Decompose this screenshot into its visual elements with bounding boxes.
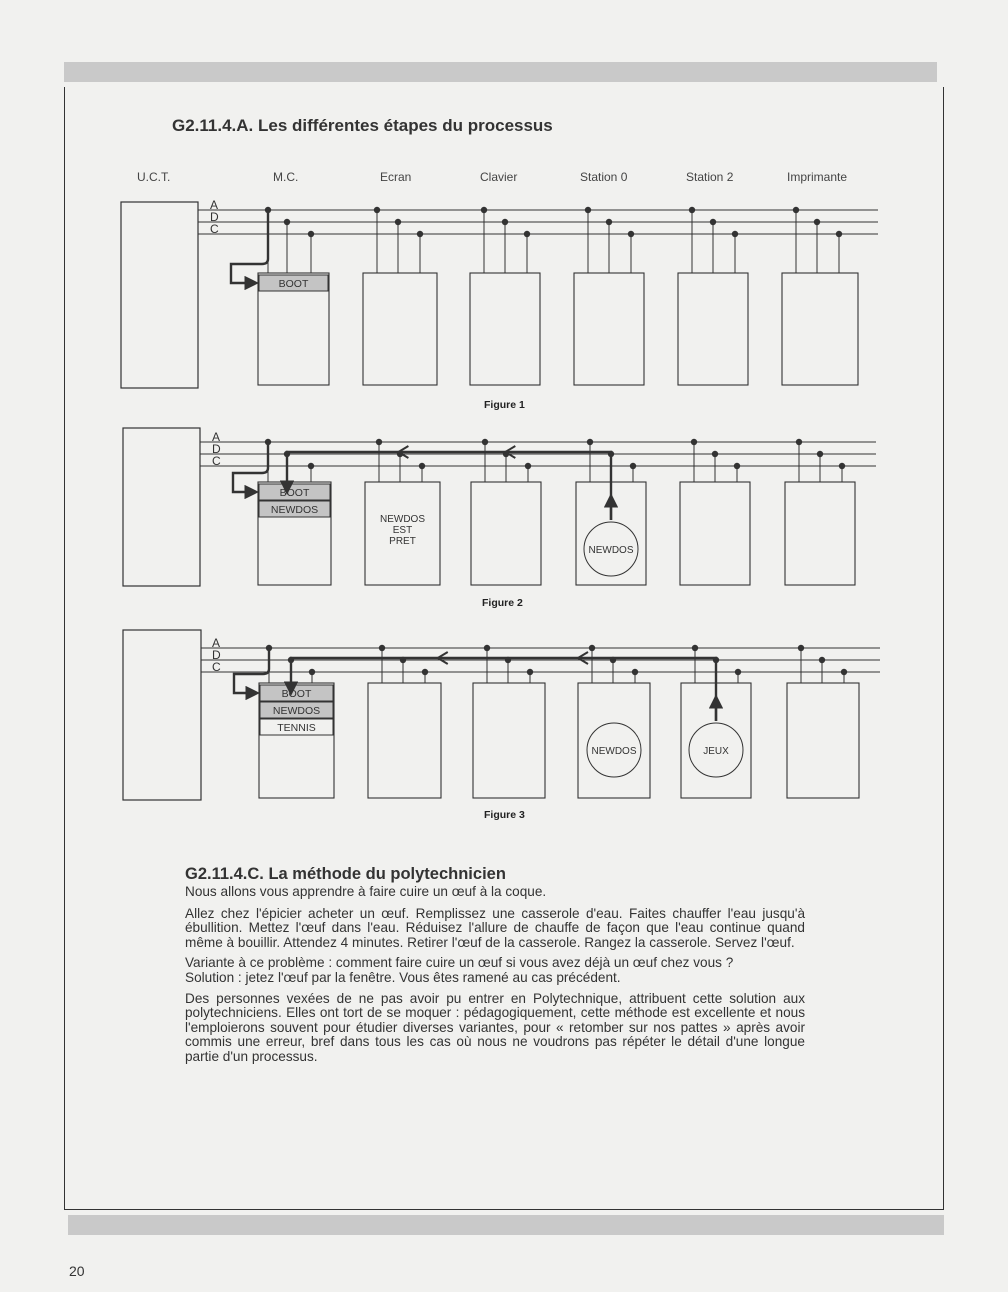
bus-junction bbox=[628, 231, 634, 237]
screen-text: EST bbox=[392, 525, 413, 536]
bus-junction bbox=[502, 219, 508, 225]
bus-junction bbox=[839, 463, 845, 469]
column-label-imprimante: Imprimante bbox=[787, 170, 848, 184]
figure-1 bbox=[121, 198, 878, 411]
bus-junction bbox=[734, 463, 740, 469]
bus-junction bbox=[376, 439, 382, 445]
screen-text: NEWDOS bbox=[380, 514, 425, 525]
column-label-mc: M.C. bbox=[273, 170, 299, 184]
figure-3 bbox=[123, 630, 880, 821]
bus-junction bbox=[841, 669, 847, 675]
section-heading-a: G2.11.4.A. Les différentes étapes du processus bbox=[172, 116, 553, 135]
memory-block-label: TENNIS bbox=[277, 722, 316, 734]
bus-junction bbox=[836, 231, 842, 237]
cpu-box bbox=[121, 202, 198, 388]
bus-junction bbox=[484, 645, 490, 651]
bus-label-d: D bbox=[210, 210, 219, 224]
keyboard-box bbox=[471, 482, 541, 585]
column-label-station0: Station 0 bbox=[580, 170, 628, 184]
section-heading-c: G2.11.4.C. La méthode du polytechnicien bbox=[185, 865, 506, 883]
bus-label-c: C bbox=[210, 222, 219, 236]
column-label-uct: U.C.T. bbox=[137, 170, 171, 184]
printer-box bbox=[787, 683, 859, 798]
bus-junction bbox=[417, 231, 423, 237]
bus-junction bbox=[309, 669, 315, 675]
bus-label-a: A bbox=[210, 198, 219, 212]
station2-box bbox=[678, 273, 748, 385]
bus-junction bbox=[798, 645, 804, 651]
bus-junction bbox=[691, 439, 697, 445]
column-label-ecran: Ecran bbox=[380, 170, 412, 184]
memory-block-label: BOOT bbox=[279, 487, 310, 499]
bus-label-c: C bbox=[212, 454, 221, 468]
paragraph-solution: Solution : jetez l'œuf par la fenêtre. Vous êtes ramené au cas précédent. bbox=[185, 969, 621, 985]
bus-junction bbox=[525, 463, 531, 469]
keyboard-box bbox=[473, 683, 545, 798]
data-path-disk-memory bbox=[291, 658, 716, 721]
printer-box bbox=[782, 273, 858, 385]
bus-junction bbox=[692, 645, 698, 651]
printer-box bbox=[785, 482, 855, 585]
bus-junction bbox=[712, 451, 718, 457]
keyboard-box bbox=[470, 273, 540, 385]
bus-junction bbox=[689, 207, 695, 213]
station2-disk-label: JEUX bbox=[703, 746, 729, 757]
bus-junction bbox=[585, 207, 591, 213]
bus-label-c: C bbox=[212, 660, 221, 674]
bus-junction bbox=[374, 207, 380, 213]
cpu-box bbox=[123, 630, 201, 800]
station2-box bbox=[680, 482, 750, 585]
cpu-box bbox=[123, 428, 200, 586]
bus-junction bbox=[819, 657, 825, 663]
bus-junction bbox=[732, 231, 738, 237]
paragraph-recipe: Allez chez l'épicier acheter un œuf. Remplissez une casserole d'eau. Faites chauffer l'eau jusqu'à ébullition. Mettez l'œuf dans l'eau. Réduisez l'allure de chauffe de façon que l'eau continue quand même à bouillir. Attendez 4 minutes. Retirer l'œuf de la casserole. Rangez la casserole. Servez l'œuf. bbox=[185, 905, 805, 950]
bus-junction bbox=[630, 463, 636, 469]
station0-box bbox=[574, 273, 644, 385]
memory-block-label: NEWDOS bbox=[270, 504, 319, 516]
screen-box bbox=[363, 273, 437, 385]
data-path-disk-memory bbox=[287, 452, 611, 520]
station0-disk-label: NEWDOS bbox=[591, 746, 637, 757]
bus-junction bbox=[419, 463, 425, 469]
bus-label-a: A bbox=[212, 636, 221, 650]
memory-block-label: NEWDOS bbox=[272, 705, 321, 717]
paragraph-intro: Nous allons vous apprendre à faire cuire un œuf à la coque. bbox=[185, 884, 547, 899]
bus-junction bbox=[796, 439, 802, 445]
bus-junction bbox=[308, 463, 314, 469]
bus-junction bbox=[284, 219, 290, 225]
bus-label-a: A bbox=[212, 430, 221, 444]
screen-box bbox=[368, 683, 441, 798]
bus-junction bbox=[793, 207, 799, 213]
section-c bbox=[185, 864, 805, 1071]
bus-junction bbox=[735, 669, 741, 675]
figure-caption: Figure 1 bbox=[484, 399, 525, 411]
bus-junction bbox=[308, 231, 314, 237]
bus-junction bbox=[814, 219, 820, 225]
column-label-station2: Station 2 bbox=[686, 170, 734, 184]
bus-junction bbox=[587, 439, 593, 445]
bus-junction bbox=[422, 669, 428, 675]
bus-label-d: D bbox=[212, 442, 221, 456]
bus-label-d: D bbox=[212, 648, 221, 662]
paragraph-variant: Variante à ce problème : comment faire cuire un œuf si vous avez déjà un œuf chez vous ? bbox=[185, 955, 734, 971]
figure-caption: Figure 2 bbox=[482, 597, 523, 609]
bus-junction bbox=[817, 451, 823, 457]
memory-block-label: BOOT bbox=[281, 688, 312, 700]
paragraph-commentary: Des personnes vexées de ne pas avoir pu entrer en Polytechnique, attribuent cette solution aux polytechniciens. Elles ont tort de se moquer : pédagogiquement, cette méthode est excellente et nous l'emploierons souvent pour étudier diverses variantes, pour « retomber sur nos pattes » après avoir commis une erreur, bref dans tous les cas où nous ne voudrons pas répéter le détail d'une longue partie d'un processus. bbox=[185, 990, 805, 1064]
bottom-band bbox=[68, 1215, 944, 1235]
bus-junction bbox=[632, 669, 638, 675]
figure-caption: Figure 3 bbox=[484, 809, 525, 821]
bus-junction bbox=[481, 207, 487, 213]
station0-disk-label: NEWDOS bbox=[588, 545, 634, 556]
bus-junction bbox=[395, 219, 401, 225]
bus-junction bbox=[589, 645, 595, 651]
column-label-clavier: Clavier bbox=[480, 170, 518, 184]
bus-junction bbox=[606, 219, 612, 225]
bus-junction bbox=[482, 439, 488, 445]
page-number: 20 bbox=[69, 1263, 85, 1279]
bus-junction bbox=[527, 669, 533, 675]
screen-text: PRET bbox=[389, 536, 416, 547]
figure-2 bbox=[123, 428, 876, 609]
bus-junction bbox=[524, 231, 530, 237]
bus-junction bbox=[710, 219, 716, 225]
memory-block-label: BOOT bbox=[278, 278, 309, 290]
data-path-cpu-memory bbox=[231, 210, 268, 283]
bus-junction bbox=[379, 645, 385, 651]
